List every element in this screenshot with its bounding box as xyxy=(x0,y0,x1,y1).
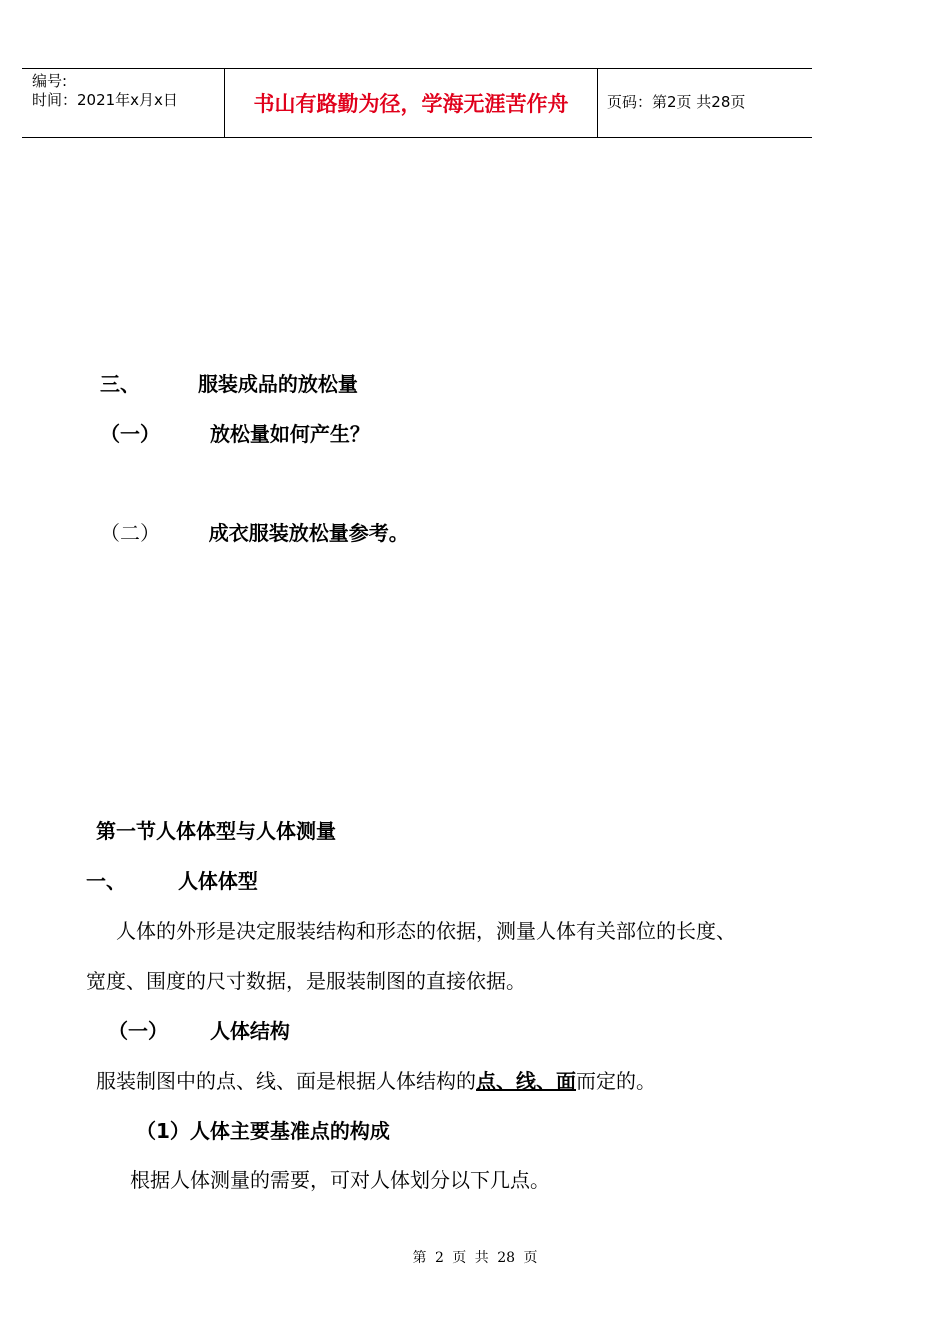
header-time-label: 时间：2021年x月x日 xyxy=(32,91,178,109)
section-1-title: 人体体型 xyxy=(177,869,258,893)
subsection-3-heading xyxy=(108,1019,290,1043)
subsection-1-title: 放松量如何产生？ xyxy=(209,422,370,446)
section-1-number: 一、 xyxy=(86,869,126,893)
subsection-1-heading xyxy=(100,422,370,446)
paragraph-2-end: 而定的。 xyxy=(576,1069,656,1093)
header-id-label: 编号: xyxy=(32,72,68,90)
paragraph-3: 根据人体测量的需要，可对人体划分以下几点。 xyxy=(130,1168,550,1192)
subsection-2-heading xyxy=(100,521,409,545)
paragraph-2-start: 服装制图中的点、线、面是根据人体结构的 xyxy=(96,1069,476,1093)
chapter-title: 第一节人体体型与人体测量 xyxy=(96,819,336,843)
item-1-heading: （1）人体主要基准点的构成 xyxy=(136,1119,390,1143)
paragraph-1-line-1: 人体的外形是决定服装结构和形态的依据，测量人体有关部位的长度、 xyxy=(116,919,736,943)
header-motto: 书山有路勤为径，学海无涯苦作舟 xyxy=(225,69,598,137)
paragraph-1-line-2: 宽度、围度的尺寸数据，是服装制图的直接依据。 xyxy=(86,969,526,993)
page-footer: 第 2 页 共 28 页 xyxy=(412,1250,538,1266)
section-3-number: 三、 xyxy=(100,372,140,396)
subsection-3-number: （一） xyxy=(108,1019,168,1043)
header-meta-cell xyxy=(22,69,225,137)
subsection-1-number: （一） xyxy=(100,422,160,446)
section-3-heading xyxy=(100,372,358,396)
header-page-info: 页码：第2页 共28页 xyxy=(607,93,746,111)
subsection-2-title: 成衣服装放松量参考。 xyxy=(208,521,409,545)
page-header xyxy=(22,68,812,138)
section-1-heading xyxy=(86,869,258,893)
section-3-title: 服装成品的放松量 xyxy=(197,372,358,396)
paragraph-2-emphasis: 点、线、面 xyxy=(476,1069,576,1093)
subsection-2-number: （二） xyxy=(100,521,160,545)
subsection-3-title: 人体结构 xyxy=(209,1019,290,1043)
paragraph-2 xyxy=(96,1069,656,1093)
